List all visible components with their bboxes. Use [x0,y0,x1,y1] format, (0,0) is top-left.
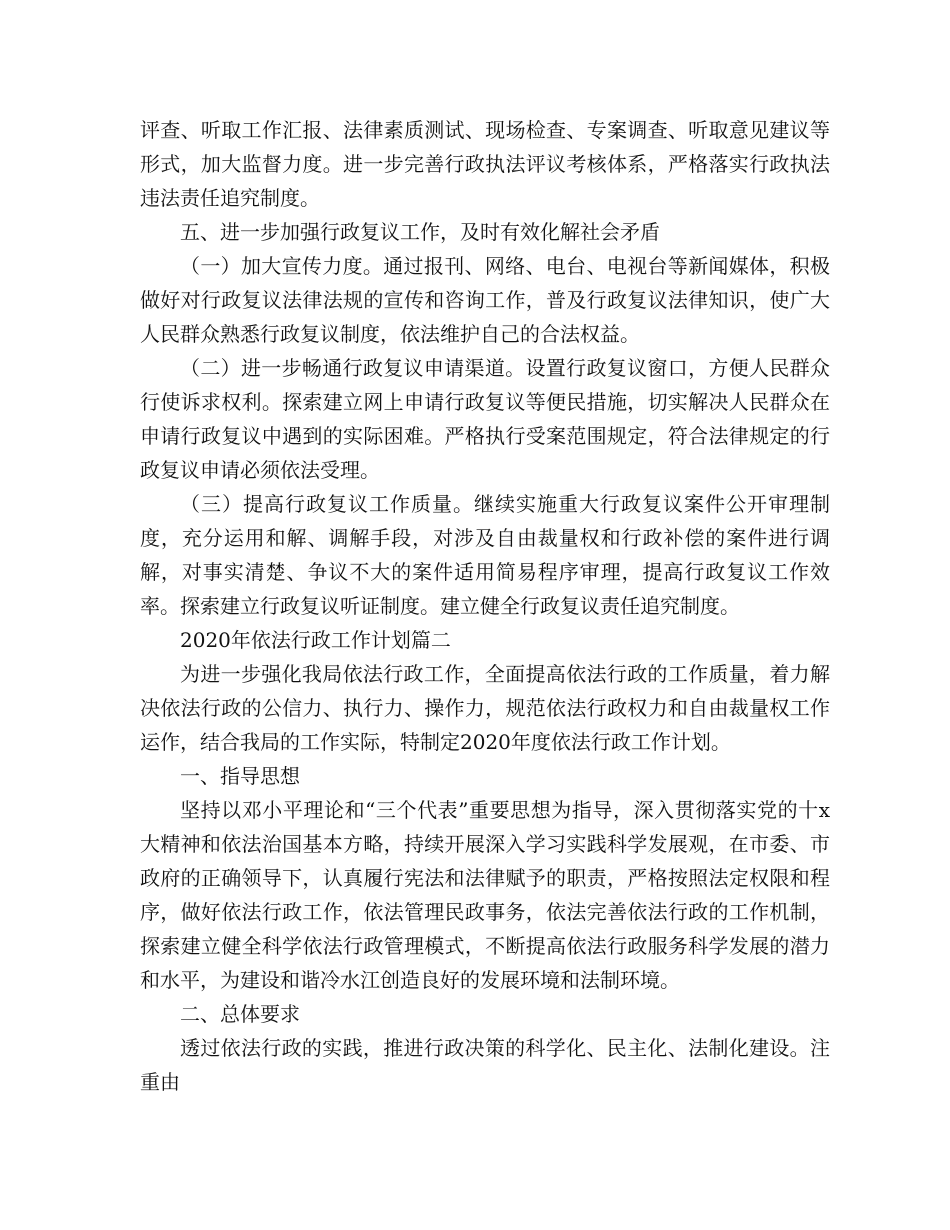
paragraph-intro: 为进一步强化我局依法行政工作，全面提高依法行政的工作质量，着力解决依法行政的公信力、执行力、操作力，规范依法行政权力和自由裁量权工作运作，结合我局的工作实际，特制定2020年度依法行政工作计划。 [140,662,830,754]
section-heading-guiding-thought: 一、指导思想 [180,764,300,788]
document-body [140,113,830,1099]
paragraph-item-three: （三）提高行政复议工作质量。继续实施重大行政复议案件公开审理制度，充分运用和解、调解手段，对涉及自由裁量权和行政补偿的案件进行调解，对事实清楚、争议不大的案件适用简易程序审理，提高行政复议工作效率。探索建立行政复议听证制度。建立健全行政复议责任追究制度。 [140,492,830,618]
section-heading-general-requirements: 二、总体要求 [180,1002,300,1026]
paragraph-item-two: （二）进一步畅通行政复议申请渠道。设置行政复议窗口，方便人民群众行使诉求权利。探索建立网上申请行政复议等便民措施，切实解决人民群众在申请行政复议中遇到的实际困难。严格执行受案范围规定，符合法律规定的行政复议申请必须依法受理。 [140,356,830,482]
document-subtitle: 2020年依法行政工作计划篇二 [180,628,451,652]
paragraph-item-one: （一）加大宣传力度。通过报刊、网络、电台、电视台等新闻媒体，积极做好对行政复议法律法规的宣传和咨询工作，普及行政复议法律知识，使广大人民群众熟悉行政复议制度，依法维护自己的合法权益。 [140,254,830,346]
paragraph-general-requirements: 透过依法行政的实践，推进行政决策的科学化、民主化、法制化建设。注重由 [140,1036,830,1094]
paragraph-continuation: 评查、听取工作汇报、法律素质测试、现场检查、专案调查、听取意见建议等形式，加大监督力度。进一步完善行政执法评议考核体系，严格落实行政执法违法责任追究制度。 [140,118,830,210]
section-heading-five: 五、进一步加强行政复议工作，及时有效化解社会矛盾 [180,220,660,244]
paragraph-guiding-thought: 坚持以邓小平理论和“三个代表”重要思想为指导，深入贯彻落实党的十x大精神和依法治国基本方略，持续开展深入学习实践科学发展观，在市委、市政府的正确领导下，认真履行宪法和法律赋予的职责，严格按照法定权限和程序，做好依法行政工作，依法管理民政事务，依法完善依法行政的工作机制，探索建立健全科学依法行政管理模式，不断提高依法行政服务科学发展的潜力和水平，为建设和谐冷水江创造良好的发展环境和法制环境。 [140,798,830,992]
